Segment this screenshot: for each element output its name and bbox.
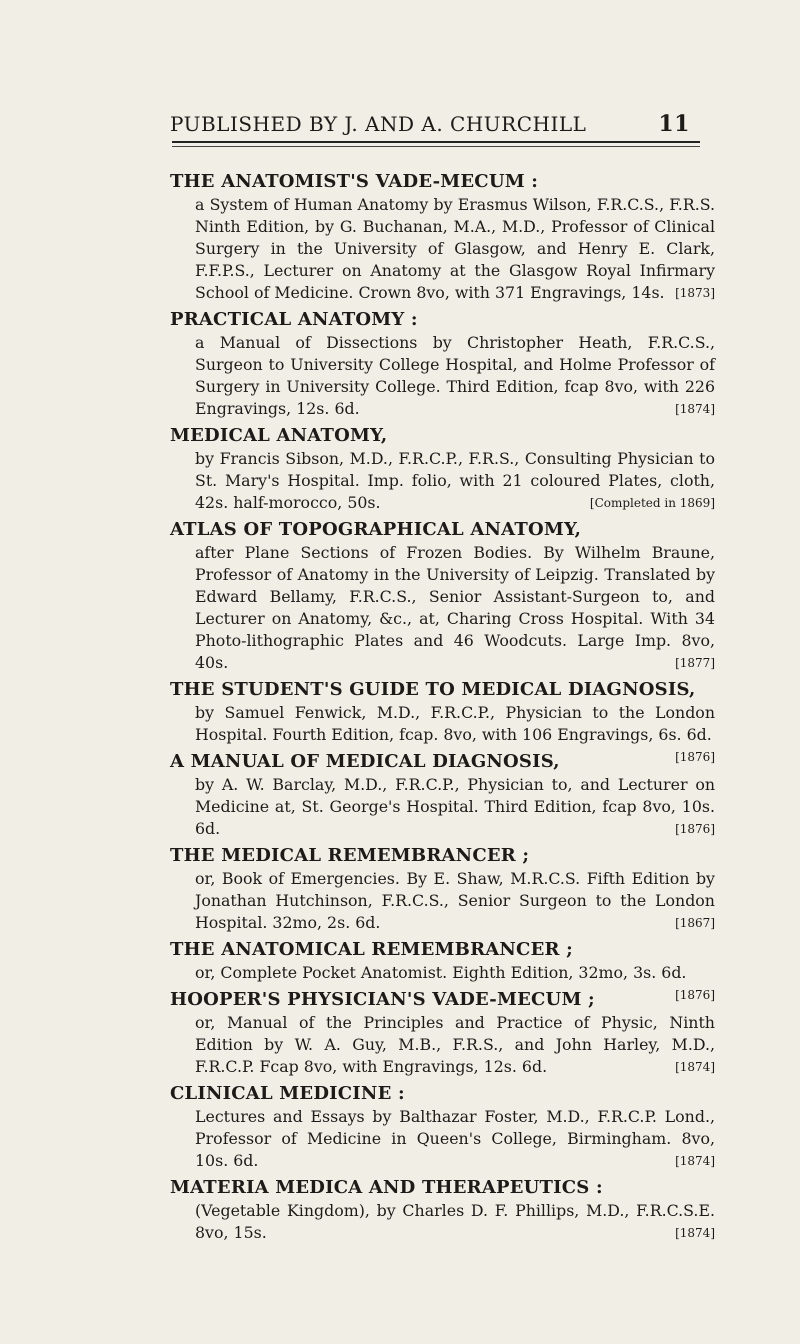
entry-description	[170, 1200, 715, 1244]
entry-year: [1873]	[675, 286, 715, 300]
header-rule	[172, 141, 700, 143]
entry-description	[170, 448, 715, 514]
entry-text: or, Complete Pocket Anatomist. Eighth Edition, 32mo, 3s. 6d.	[195, 963, 687, 982]
catalogue-entry	[170, 424, 715, 514]
page-number: 11	[658, 111, 690, 137]
publisher-line: PUBLISHED BY J. AND A. CHURCHILL	[170, 112, 587, 136]
entry-title: A MANUAL OF MEDICAL DIAGNOSIS,	[170, 751, 560, 772]
entry-title: HOOPER'S PHYSICIAN'S VADE-MECUM ;	[170, 989, 595, 1010]
catalogue-entries	[170, 170, 715, 1248]
entry-year: [1876]	[675, 822, 715, 836]
catalogue-entry	[170, 1176, 715, 1244]
entry-text: a Manual of Dissections by Christopher Heath, F.R.C.S., Surgeon to University College Hospital, and Holme Professor of Surgery in University College. Third Edition, fcap 8vo, with 226 Engravings, 12s. 6d.	[195, 333, 715, 418]
entry-description	[170, 1012, 715, 1078]
entry-description	[170, 332, 715, 420]
entry-text: after Plane Sections of Frozen Bodies. By Wilhelm Braune, Professor of Anatomy in the University of Leipzig. Translated by Edward Bellamy, F.R.C.S., Senior Assistant-Surgeon to, and Lecturer on Anatomy, &c., at, Charing Cross Hospital. With 34 Photo-lithographic Plates and 46 Woodcuts. Large Imp. 8vo, 40s.	[195, 543, 715, 672]
catalogue-entry	[170, 308, 715, 420]
entry-year: [1874]	[675, 402, 715, 416]
entry-year: [1877]	[675, 656, 715, 670]
entry-description	[170, 542, 715, 674]
entry-year: [1876]	[675, 988, 715, 1002]
entry-title: MEDICAL ANATOMY,	[170, 425, 388, 446]
entry-description	[170, 868, 715, 934]
entry-title: CLINICAL MEDICINE :	[170, 1083, 405, 1104]
entry-text: Lectures and Essays by Balthazar Foster, M.D., F.R.C.P. Lond., Professor of Medicine in Queen's College, Birmingham. 8vo, 10s. 6d.	[195, 1107, 715, 1170]
entry-text: by Samuel Fenwick, M.D., F.R.C.P., Physician to the London Hospital. Fourth Edition, fcap. 8vo, with 106 Engravings, 6s. 6d.	[195, 703, 715, 744]
entry-description	[170, 774, 715, 840]
entry-title: MATERIA MEDICA AND THERAPEUTICS :	[170, 1177, 603, 1198]
entry-title: THE STUDENT'S GUIDE TO MEDICAL DIAGNOSIS,	[170, 679, 696, 700]
entry-year: [1874]	[675, 1226, 715, 1240]
entry-text: a System of Human Anatomy by Erasmus Wilson, F.R.C.S., F.R.S. Ninth Edition, by G. Buchanan, M.A., M.D., Professor of Clinical Surgery in the University of Glasgow, and Henry E. Clark, F.F.P.S., Lecturer on Anatomy at the Glasgow Royal Infirmary School of Medicine. Crown 8vo, with 371 Engravings, 14s.	[195, 195, 715, 302]
entry-title: PRACTICAL ANATOMY :	[170, 309, 418, 330]
entry-description	[170, 194, 715, 304]
catalogue-entry	[170, 518, 715, 674]
entry-title: ATLAS OF TOPOGRAPHICAL ANATOMY,	[170, 519, 582, 540]
entry-text: (Vegetable Kingdom), by Charles D. F. Phillips, M.D., F.R.C.S.E. 8vo, 15s.	[195, 1201, 715, 1242]
entry-text: or, Manual of the Principles and Practice of Physic, Ninth Edition by W. A. Guy, M.B., F.R.S., and John Harley, M.D., F.R.C.P. Fcap 8vo, with Engravings, 12s. 6d.	[195, 1013, 715, 1076]
catalogue-entry	[170, 170, 715, 304]
entry-title: THE ANATOMIST'S VADE-MECUM :	[170, 171, 539, 192]
entry-text: by Francis Sibson, M.D., F.R.C.P., F.R.S., Consulting Physician to St. Mary's Hospital. Imp. folio, with 21 coloured Plates, cloth, 42s. half-morocco, 50s.	[195, 449, 715, 512]
entry-title: THE MEDICAL REMEMBRANCER ;	[170, 845, 530, 866]
catalogue-entry	[170, 844, 715, 934]
entry-title: THE ANATOMICAL REMEMBRANCER ;	[170, 939, 573, 960]
running-header	[170, 111, 690, 137]
entry-year: [1874]	[675, 1060, 715, 1074]
entry-text: by A. W. Barclay, M.D., F.R.C.P., Physician to, and Lecturer on Medicine at, St. George's Hospital. Third Edition, fcap 8vo, 10s. 6d.	[195, 775, 715, 838]
entry-year: [1876]	[675, 750, 715, 764]
entry-year: [1874]	[675, 1154, 715, 1168]
entry-year: [1867]	[675, 916, 715, 930]
entry-description	[170, 1106, 715, 1172]
entry-year: [Completed in 1869]	[589, 496, 715, 510]
catalogue-entry	[170, 750, 715, 840]
header-rule-thin	[172, 146, 700, 147]
catalogue-entry	[170, 1082, 715, 1172]
catalogue-entry	[170, 988, 715, 1078]
entry-text: or, Book of Emergencies. By E. Shaw, M.R.C.S. Fifth Edition by Jonathan Hutchinson, F.R.C.S., Senior Surgeon to the London Hospital. 32mo, 2s. 6d.	[195, 869, 715, 932]
